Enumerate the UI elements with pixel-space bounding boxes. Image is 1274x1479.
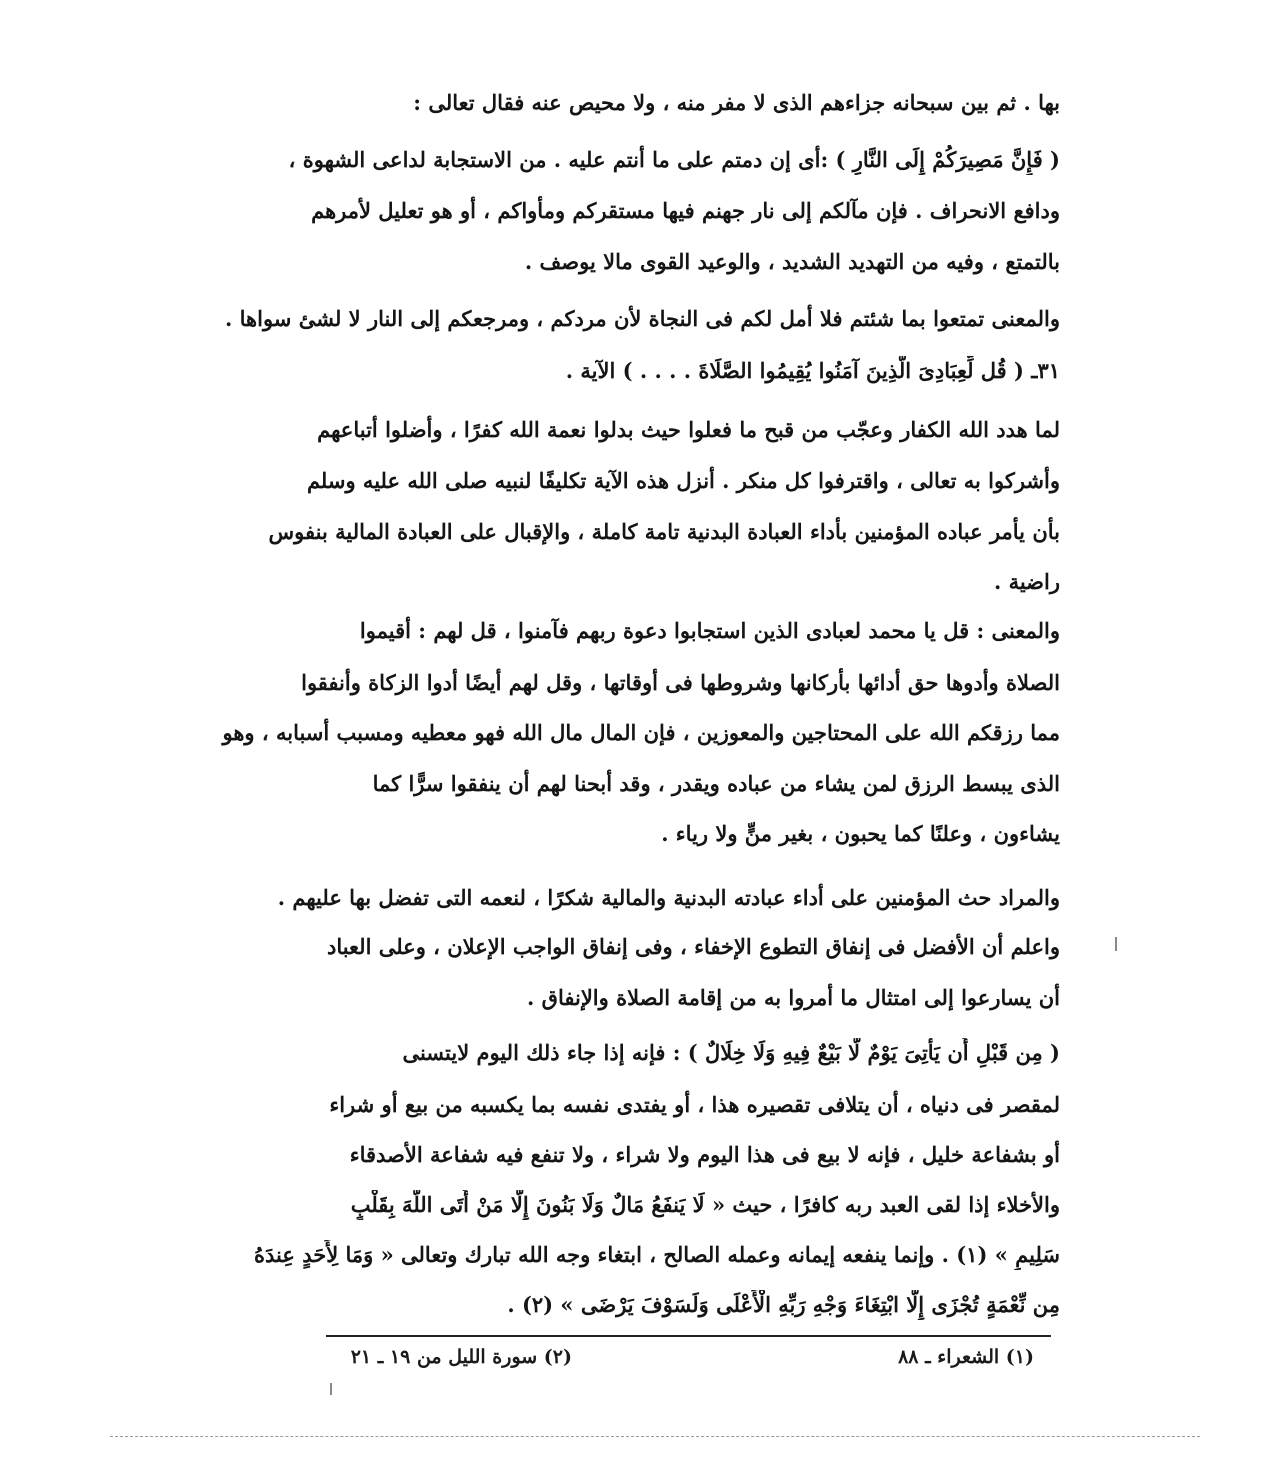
scan-edge-line <box>110 1436 1200 1437</box>
text-line: أو بشفاعة خليل ، فإنه لا بيع فى هذا اليوم ولا شراء ، ولا تنفع فيه شفاعة الأصدقاء <box>349 1142 1060 1167</box>
text-line: ( فَإِنَّ مَصِيرَكُمْ إِلَى النَّارِ ) :أى إن دمتم على ما أنتم عليه . من الاستجابة لداعى الشهوة ، <box>288 147 1060 172</box>
text-line: مِن نِّعْمَةٍ تُجْزَى إِلَّا ابْتِغَاءَ وَجْهِ رَبِّهِ الْأَعْلَى وَلَسَوْفَ يَرْضَى » (٢) . <box>507 1292 1060 1317</box>
text-line: لمقصر فى دنياه ، أن يتلافى تقصيره هذا ، أو يفتدى نفسه بما يكسبه من بيع أو شراء <box>329 1092 1060 1117</box>
text-line: بأن يأمر عباده المؤمنين بأداء العبادة البدنية تامة كاملة ، والإقبال على العبادة المالية بنفوس <box>268 519 1060 544</box>
text-line: أن يسارعوا إلى امتثال ما أمروا به من إقامة الصلاة والإنفاق . <box>527 985 1060 1010</box>
text-line: يشاءون ، وعلنًا كما يحبون ، بغير منٍّ ولا رياء . <box>661 821 1060 846</box>
footnote-2: (٢) سورة الليل من ١٩ ـ ٢١ <box>350 1346 572 1368</box>
text-line: ٣١ـ ( قُل لِّعِبَادِىَ الَّذِينَ آمَنُوا يُقِيمُوا الصَّلَاةَ . . . . ) الآية . <box>565 358 1060 383</box>
text-line: ودافع الانحراف . فإن مآلكم إلى نار جهنم فيها مستقركم ومأواكم ، أو هو تعليل لأمرهم <box>311 198 1060 223</box>
body-text <box>205 0 1060 1330</box>
footnote-1: (١) الشعراء ـ ٨٨ <box>898 1346 1034 1368</box>
scan-mark <box>330 1383 332 1395</box>
text-line: والمعنى : قل يا محمد لعبادى الذين استجابوا دعوة ربهم فآمنوا ، قل لهم : أقيموا <box>359 618 1060 643</box>
text-line: بها . ثم بين سبحانه جزاءهم الذى لا مفر منه ، ولا محيص عنه فقال تعالى : <box>413 90 1060 115</box>
text-line: الصلاة وأدوها حق أدائها بأركانها وشروطها فى أوقاتها ، وقل لهم أيضًا أدوا الزكاة وأنفقوا <box>301 670 1060 695</box>
text-line: راضية . <box>993 569 1060 594</box>
footnote-divider <box>326 1335 1051 1337</box>
text-line: الذى يبسط الرزق لمن يشاء من عباده ويقدر ، وقد أبحنا لهم أن ينفقوا سرًّا كما <box>372 771 1060 796</box>
text-line: مما رزقكم الله على المحتاجين والمعوزين ، فإن المال مال الله فهو معطيه ومسبب أسبابه ، وهو <box>222 720 1060 745</box>
text-line: ( مِن قَبْلِ أَن يَأْتِىَ يَوْمٌ لَّا بَيْعٌ فِيهِ وَلَا خِلَالٌ ) : فإنه إذا جاء ذلك اليوم لايتسنى <box>402 1040 1060 1065</box>
text-line: لما هدد الله الكفار وعجّب من قبح ما فعلوا حيث بدلوا نعمة الله كفرًا ، وأضلوا أتباعهم <box>317 417 1060 442</box>
text-line: والأخلاء إذا لقى العبد ربه كافرًا ، حيث « لَا يَنفَعُ مَالٌ وَلَا بَنُونَ إِلَّا مَنْ أَتَى اللَّهَ بِقَلْبٍ <box>350 1192 1060 1217</box>
text-line: سَلِيمٍ » (١) . وإنما ينفعه إيمانه وعمله الصالح ، ابتغاء وجه الله تبارك وتعالى « وَمَا لِأَحَدٍ عِندَهُ <box>253 1242 1060 1267</box>
text-line: والمعنى تمتعوا بما شئتم فلا أمل لكم فى النجاة لأن مردكم ، ومرجعكم إلى النار لا لشئ سواها . <box>225 306 1060 331</box>
text-line: بالتمتع ، وفيه من التهديد الشديد ، والوعيد القوى مالا يوصف . <box>524 249 1060 274</box>
text-line: واعلم أن الأفضل فى إنفاق التطوع الإخفاء ، وفى إنفاق الواجب الإعلان ، وعلى العباد <box>326 934 1060 959</box>
text-line: وأشركوا به تعالى ، واقترفوا كل منكر . أنزل هذه الآية تكليفًا لنبيه صلى الله عليه وسلم <box>306 468 1060 493</box>
scan-mark <box>1115 937 1117 951</box>
text-line: والمراد حث المؤمنين على أداء عبادته البدنية والمالية شكرًا ، لنعمه التى تفضل بها عليهم . <box>277 885 1060 910</box>
